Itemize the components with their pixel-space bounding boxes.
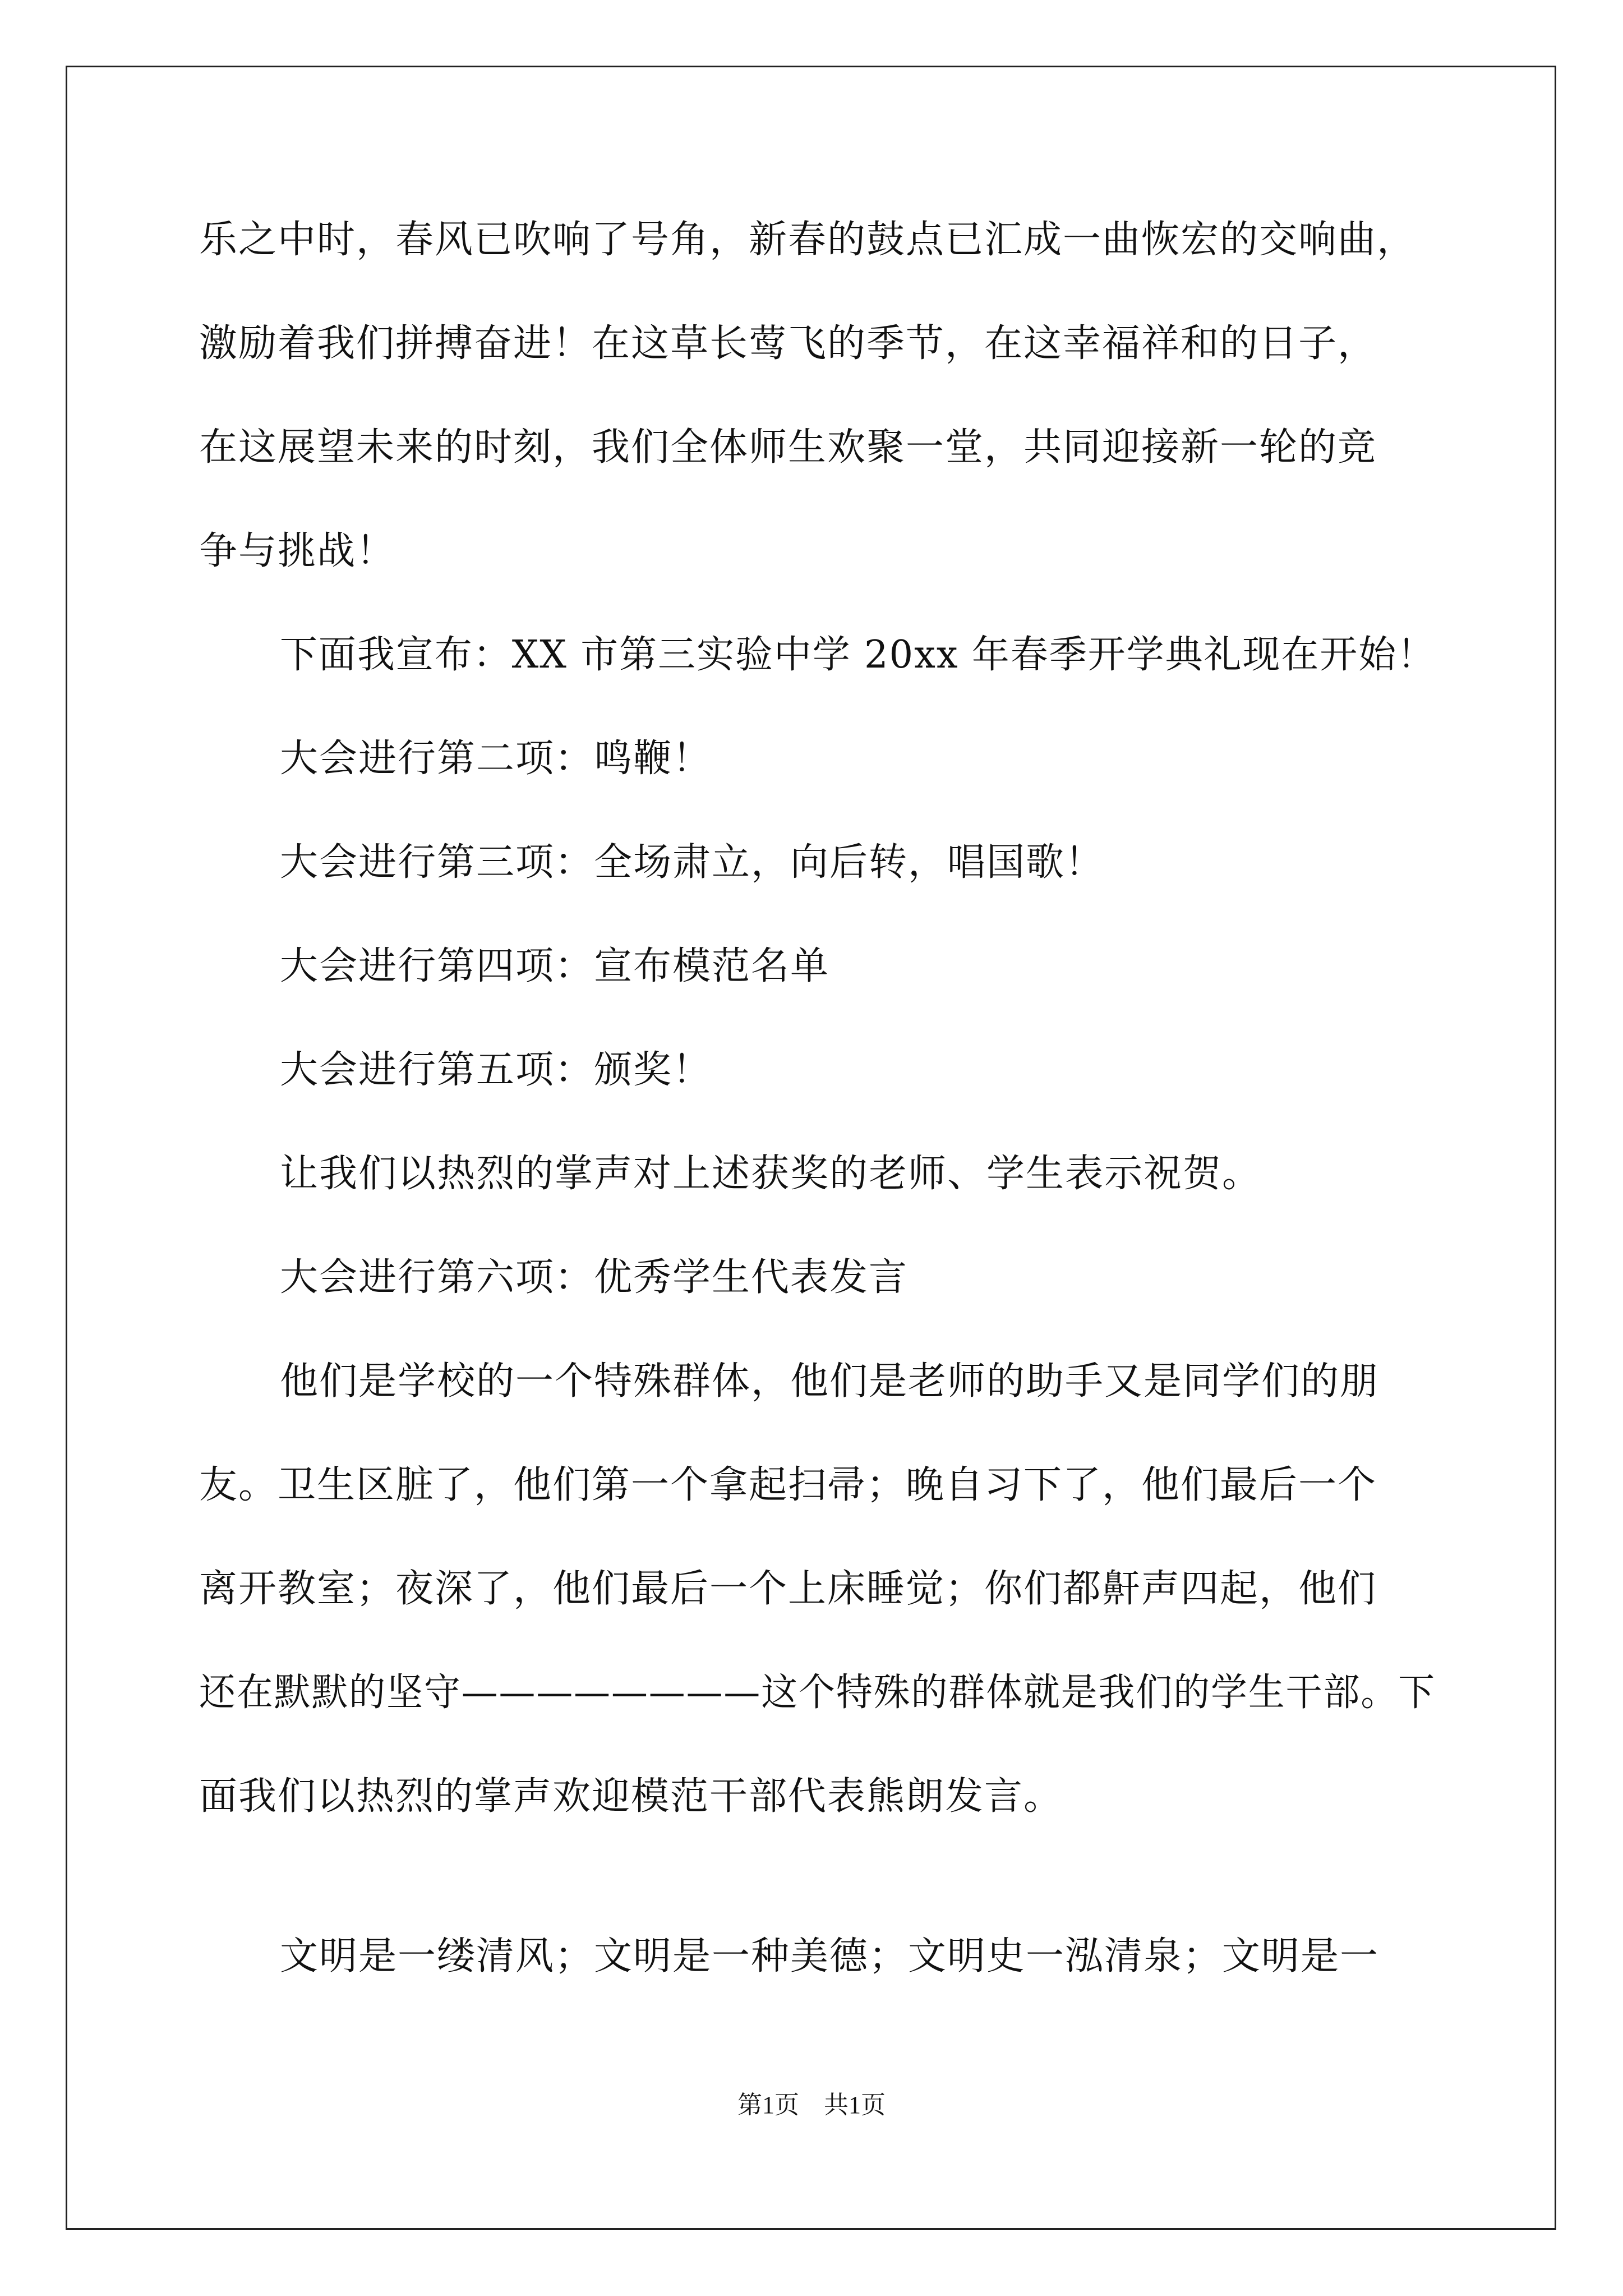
text-line-14: 离开教室；夜深了，他们最后一个上床睡觉；你们都鼾声四起，他们 [199,1567,1377,1611]
text-line-3: 在这展望未来的时刻，我们全体师生欢聚一堂，共同迎接新一轮的竞 [199,425,1377,470]
text-line-12: 他们是学校的一个特殊群体，他们是老师的助手又是同学们的朋 [280,1359,1380,1404]
text-line-4: 争与挑战！ [199,529,396,573]
text-line-1: 乐之中时，春风已吹响了号角，新春的鼓点已汇成一曲恢宏的交响曲， [199,218,1417,262]
text-line-9: 大会进行第五项：颁奖！ [280,1048,712,1092]
page-border [66,66,1556,2230]
text-line-5: 下面我宣布：XX 市第三实验中学 20xx 年春季开学典礼现在开始！ [280,633,1436,677]
text-line-17: 文明是一缕清风；文明是一种美德；文明史一泓清泉；文明是一 [280,1934,1380,1978]
text-line-6: 大会进行第二项：鸣鞭！ [280,737,712,781]
text-line-15: 还在默默的坚守————————这个特殊的群体就是我们的学生干部。下 [199,1671,1436,1715]
page-footer: 第1页 共1页 [737,2091,886,2119]
text-line-7: 大会进行第三项：全场肃立，向后转，唱国歌！ [280,840,1105,885]
text-line-13: 友。卫生区脏了，他们第一个拿起扫帚；晚自习下了，他们最后一个 [199,1463,1377,1507]
text-line-8: 大会进行第四项：宣布模范名单 [280,944,830,988]
text-line-16: 面我们以热烈的掌声欢迎模范干部代表熊朗发言。 [199,1774,1063,1819]
text-line-11: 大会进行第六项：优秀学生代表发言 [280,1255,909,1300]
text-line-2: 激励着我们拼搏奋进！在这草长莺飞的季节，在这幸福祥和的日子， [199,321,1377,366]
text-line-10: 让我们以热烈的掌声对上述获奖的老师、学生表示祝贺。 [280,1152,1262,1196]
